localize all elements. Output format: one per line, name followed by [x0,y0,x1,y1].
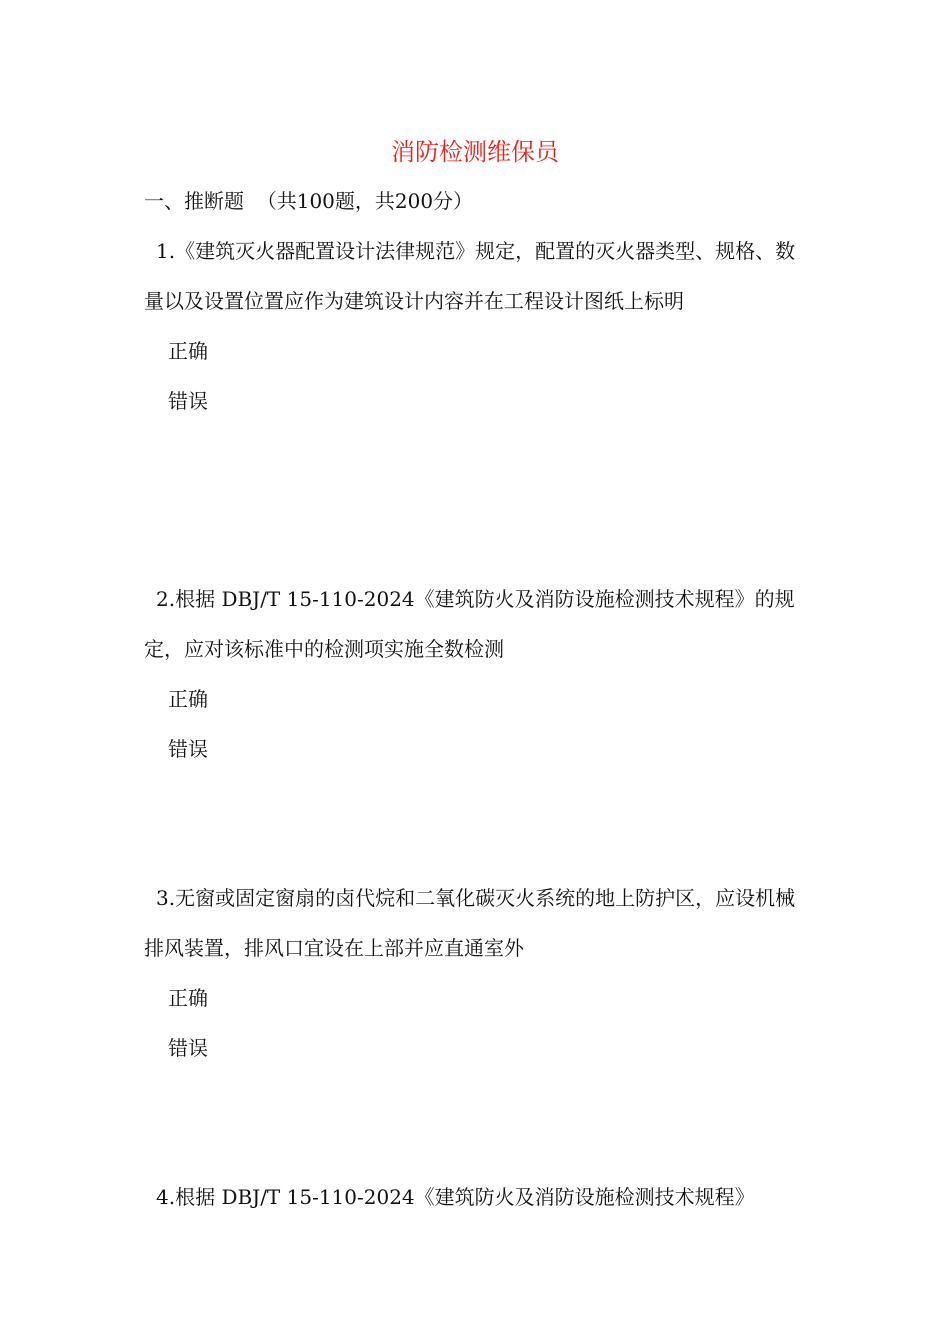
section-heading: 一、推断题 （共100题，共200分） [144,189,474,213]
question-text: 1.《建筑灭火器配置设计法律规范》规定，配置的灭火器类型、规格、数量以及设置位置应作为建筑设计内容并在工程设计图纸上标明 [144,239,796,313]
option-false[interactable]: 错误 [168,737,208,761]
option-true[interactable]: 正确 [168,339,208,363]
question-text: 3.无窗或固定窗扇的卤代烷和二氧化碳灭火系统的地上防护区，应设机械排风装置，排风口宜设在上部并应直通室外 [144,886,796,960]
question-item [144,1172,808,1222]
option-true[interactable]: 正确 [168,986,208,1010]
question-item [144,226,808,426]
question-item [144,873,808,1073]
question-text: 2.根据 DBJ/T 15-110-2024《建筑防火及消防设施检测技术规程》的规定，应对该标准中的检测项实施全数检测 [144,587,795,661]
question-item [144,574,808,774]
option-false[interactable]: 错误 [168,389,208,413]
option-false[interactable]: 错误 [168,1036,208,1060]
document-title: 消防检测维保员 [391,138,559,166]
question-text: 4.根据 DBJ/T 15-110-2024《建筑防火及消防设施检测技术规程》 [156,1185,755,1209]
option-true[interactable]: 正确 [168,687,208,711]
